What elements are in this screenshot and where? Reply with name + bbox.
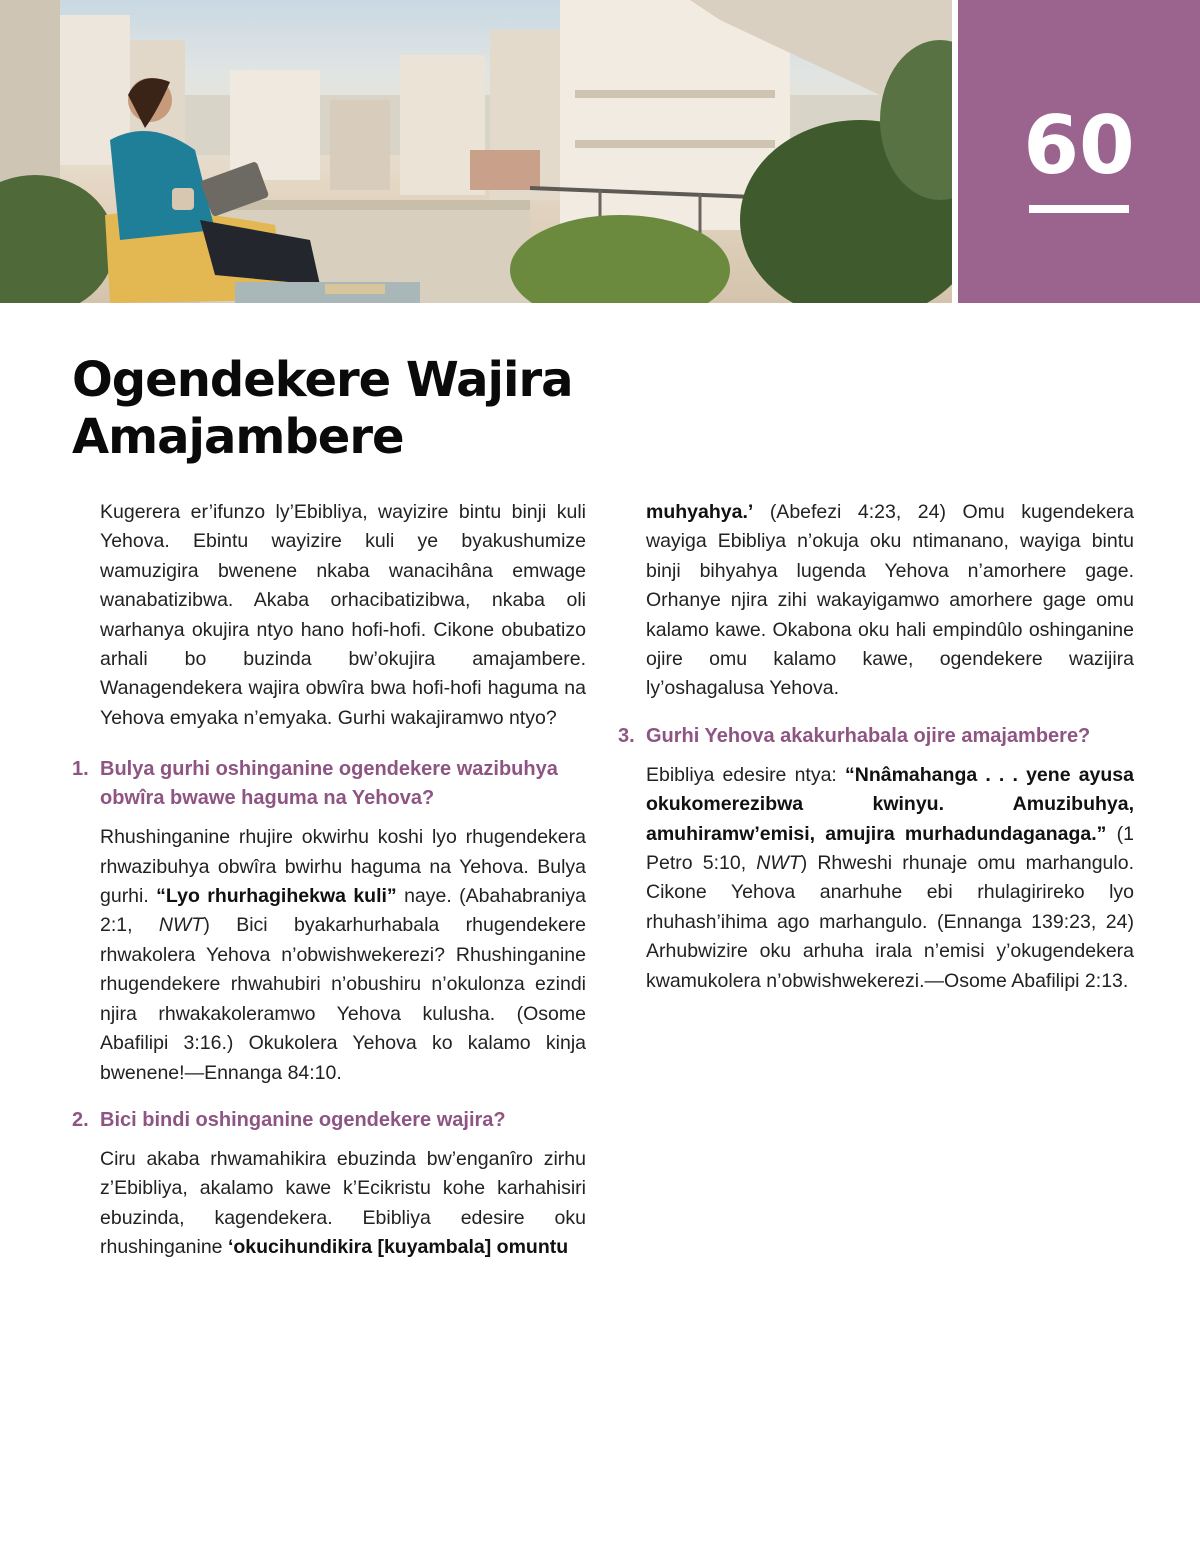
section-question-3: Gurhi Yehova akakurhabala ojire amajambere? — [646, 724, 1091, 747]
section-body-1 — [100, 823, 586, 1088]
right-column — [618, 498, 1134, 996]
section-heading-2 — [72, 1106, 586, 1135]
title-line-2: Amajambere — [72, 409, 404, 465]
section-heading-1 — [72, 755, 586, 813]
body-text: naye. (Abahabraniya 2:1, — [100, 885, 586, 937]
section-body-2: Ciru akaba rhwamahikira ebuzinda bw’enganîro zirhu z’Ebibliya, akalamo kawe k’Ecikristu kohe karhahisiri ebuzinda, kagendekera. Ebibliya edesire oku rhushinganine ‘okucihundikira [kuyambala] omuntu — [100, 1147, 586, 1259]
scripture-quote: “Nnâmahanga . . . yene ayusa okukomerezibwa kwinyu. Amuzibuhya, amuhiramw’emisi, amujira murhadundaganaga.” — [646, 763, 1134, 845]
section-heading-3 — [618, 722, 1134, 751]
hero-photo — [0, 0, 952, 303]
lesson-number: 60 — [1023, 99, 1135, 192]
title-line-1: Ogendekere Wajira — [72, 352, 573, 408]
section-body-3 — [646, 761, 1134, 996]
body-text: (1 Petro 5:10, — [646, 822, 1134, 875]
section-number-3: 3. — [618, 724, 635, 747]
scripture-quote: “Lyo rhurhagihekwa kuli” — [156, 885, 397, 908]
number-underline — [1029, 205, 1129, 213]
section-body-2-continued: muhyahya.’ (Abefezi 4:23, 24) Omu kugendekera wayiga Ebibliya n’okuja oku ntimanano, wayiga bintu binji bihyahya lugenda Yehova n’amorhere gage. Orhanye njira zihi wakayigamwo amorhere gage omu kalamo kawe. Okabona oku hali empindûlo oshinganine ojire omu kalamo kawe, ogendekere wazijira ly’oshagalusa Yehova. — [646, 501, 1134, 700]
translation-abbrev: NWT — [158, 914, 204, 937]
section-question-2: Bici bindi oshinganine ogendekere wajira? — [100, 1108, 506, 1131]
balcony-scene-illustration — [0, 0, 952, 303]
page-title — [72, 352, 573, 466]
body-text: Rhushinganine rhujire okwirhu koshi lyo rhugendekera rhwazibuhya obwîra bwirhu haguma na Yehova. Bulya gurhi. — [100, 826, 586, 908]
body-text: ) Bici byakarhurhabala rhugendekere rhwakolera Yehova n’obwishwekerezi? Rhushinganine rhugendekere rhwahubiri n’obushiru n’okulonza ezindi njira rhwakakoleramwo Yehova kulusha. (Osome Abafilipi 3:16.) Okukolera Yehova ko kalamo kinja bwenene!—Ennanga 84:10. — [100, 914, 587, 1084]
section-number-1: 1. — [72, 758, 89, 781]
body-text: Ebibliya edesire ntya: — [646, 763, 845, 786]
left-column — [72, 498, 587, 1263]
section-question-1: Bulya gurhi oshinganine ogendekere wazibuhya obwîra bwawe haguma na Yehova? — [100, 758, 558, 810]
lesson-number-panel — [958, 0, 1200, 303]
translation-abbrev: NWT — [756, 852, 801, 875]
intro-paragraph: Kugerera er’ifunzo ly’Ebibliya, wayizire bintu binji kuli Yehova. Ebintu wayizire kuli ye byakushumize wamuzigira bwenene nkaba wanacihâna emwage wanabatizibwa. Akaba orhacibatizibwa, nkaba oli warhanya okujira ntyo hano hofi-hofi. Cikone obubatizo arhali bo buzinda bw’okujira amajambere. Wanagendekera wajira obwîra bwa hofi-hofi haguma na Yehova emyaka n’emyaka. Gurhi wakajiramwo ntyo? — [100, 501, 586, 729]
section-number-2: 2. — [72, 1108, 89, 1131]
body-text: ) Rhweshi rhunaje omu marhangulo. Cikone Yehova anarhuhe ebi rhulagirireko lyo rhuhash’ihima ago marhangulo. (Ennanga 139:23, 24) Arhubwizire oku arhuha irala n’emisi y’okugendekera kwamukolera n’obwishwekerezi.—Osome Abafilipi 2:13. — [646, 852, 1134, 992]
